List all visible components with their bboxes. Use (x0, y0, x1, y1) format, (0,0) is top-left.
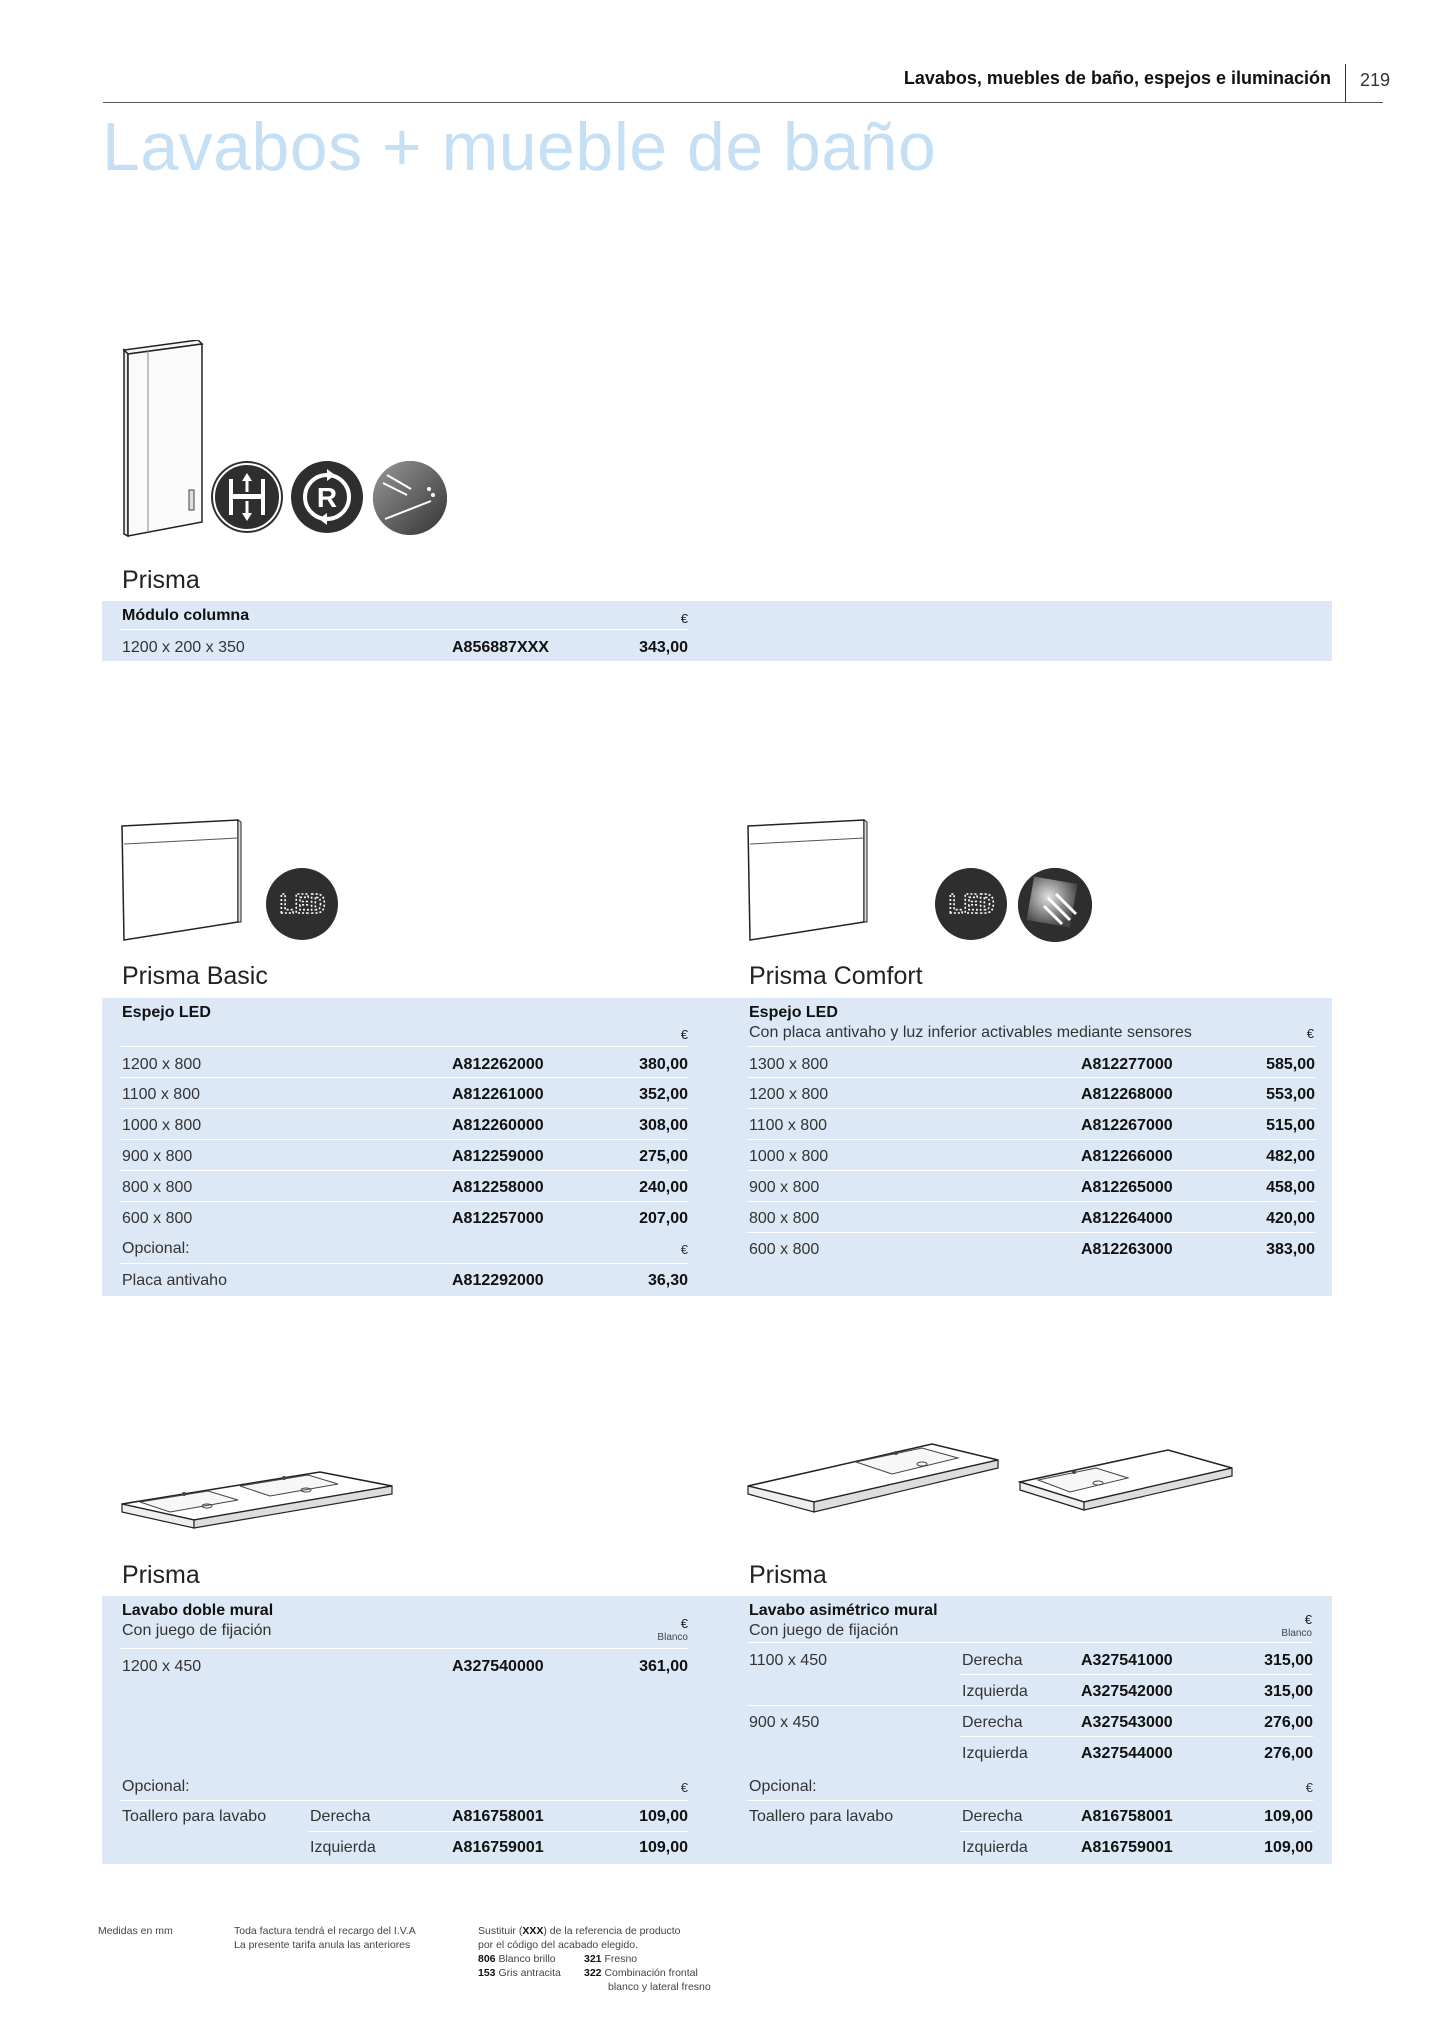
table-row (122, 1804, 688, 1830)
ref-cell: A816759001 (1081, 1839, 1173, 1856)
accessory-cell: Toallero para lavabo (122, 1808, 267, 1825)
page-title: Lavabos + mueble de baño (102, 109, 937, 185)
table-row (749, 1082, 1315, 1108)
table-row (749, 1710, 1313, 1736)
soft-close-icon (373, 461, 447, 535)
table-row (122, 1654, 688, 1680)
asym-product-name: Prisma (749, 1561, 827, 1589)
footer-measures: Medidas en mm (98, 1925, 173, 1937)
row-divider (960, 1674, 1313, 1675)
row-divider (120, 1108, 688, 1109)
ref-cell: A812259000 (452, 1148, 544, 1165)
ref-cell: A816758001 (452, 1808, 544, 1825)
optional-header-row (122, 1236, 688, 1262)
table-row (749, 1052, 1315, 1078)
size-cell: 1100 x 450 (749, 1652, 827, 1669)
row-divider (747, 1800, 1313, 1801)
price-cell: 458,00 (1266, 1179, 1315, 1196)
page-number: 219 (1360, 70, 1391, 90)
row-divider (120, 629, 688, 630)
height-adjust-icon (211, 461, 283, 533)
price-cell: 240,00 (639, 1179, 688, 1196)
ref-cell: A812267000 (1081, 1117, 1173, 1134)
price-cell: 482,00 (1266, 1148, 1315, 1165)
row-divider (747, 1170, 1315, 1171)
table-row (122, 1835, 688, 1861)
column-table-title: Módulo columna (122, 607, 250, 624)
price-cell: 553,00 (1266, 1086, 1315, 1103)
size-cell: 1300 x 800 (749, 1056, 829, 1073)
price-cell: 343,00 (639, 639, 688, 656)
ref-cell: A327543000 (1081, 1714, 1173, 1731)
asym-finish: Blanco (1281, 1628, 1312, 1639)
table-row (122, 1175, 688, 1201)
ref-cell: A856887XXX (452, 639, 549, 656)
row-divider (120, 1139, 688, 1140)
ref-cell: A816758001 (1081, 1808, 1173, 1825)
column-cabinet-illustration (118, 340, 208, 540)
ref-cell: A816759001 (452, 1839, 544, 1856)
footer-iva-line2: La presente tarifa anula las anteriores (234, 1939, 411, 1951)
table-row (122, 1268, 688, 1294)
table-row (122, 1082, 688, 1108)
size-cell: 1100 x 800 (749, 1117, 827, 1134)
table-row (122, 1052, 688, 1078)
row-divider (960, 1736, 1313, 1737)
price-cell: 109,00 (639, 1808, 688, 1825)
mirror-comfort-illustration (746, 818, 871, 943)
washbasin-price-table (102, 1596, 1332, 1864)
led-icon-label: LED (947, 890, 995, 920)
size-cell: 1000 x 800 (122, 1117, 202, 1134)
table-row (122, 1144, 688, 1170)
double-table-subtitle: Con juego de fijación (122, 1622, 272, 1639)
table-row (749, 1648, 1313, 1674)
asym-currency: € (1304, 1612, 1312, 1627)
price-cell: 515,00 (1266, 1117, 1315, 1134)
double-currency: € (680, 1616, 688, 1631)
ref-cell: A812264000 (1081, 1210, 1173, 1227)
size-cell: 900 x 800 (122, 1148, 193, 1165)
mirror-basic-illustration (120, 818, 245, 943)
price-cell: 380,00 (639, 1056, 688, 1073)
side-cell: Izquierda (962, 1839, 1028, 1856)
ref-cell: A812262000 (452, 1056, 544, 1073)
table-row (749, 1113, 1315, 1139)
table-row (749, 1144, 1315, 1170)
size-cell: 1200 x 450 (122, 1658, 202, 1675)
header-rule (103, 102, 1383, 103)
row-divider (120, 1170, 688, 1171)
header-title: Lavabos, muebles de baño, espejos e iluminación (903, 68, 1331, 88)
size-cell: 900 x 450 (749, 1714, 820, 1731)
ref-cell: A812265000 (1081, 1179, 1173, 1196)
size-cell: 1200 x 200 x 350 (122, 639, 245, 656)
price-cell: 109,00 (639, 1839, 688, 1856)
led-icon (935, 868, 1007, 940)
footer-finish-row1: 806 Blanco brillo 321 Fresno (478, 1953, 638, 1965)
footer-subst-line1: Sustituir (XXX) de la referencia de producto (478, 1925, 681, 1937)
column-price-table (102, 601, 1332, 661)
price-cell: 308,00 (639, 1117, 688, 1134)
row-divider (747, 1046, 1315, 1047)
price-cell: 276,00 (1264, 1745, 1313, 1762)
basic-product-name: Prisma Basic (122, 962, 268, 990)
optional-label: Opcional: (122, 1240, 190, 1257)
ref-cell: A812266000 (1081, 1148, 1173, 1165)
table-row (122, 1206, 688, 1232)
accessory-cell: Toallero para lavabo (749, 1808, 894, 1825)
price-cell: 361,00 (639, 1658, 688, 1675)
optional-header-row (749, 1774, 1313, 1800)
asym-table-title: Lavabo asimétrico mural (749, 1602, 938, 1619)
double-product-name: Prisma (122, 1561, 200, 1589)
size-cell: 600 x 800 (749, 1241, 820, 1258)
row-divider (747, 1232, 1315, 1233)
size-cell: 800 x 800 (122, 1179, 193, 1196)
side-cell: Izquierda (962, 1683, 1028, 1700)
row-divider (120, 1201, 688, 1202)
side-cell: Derecha (310, 1808, 371, 1825)
price-cell: 315,00 (1264, 1652, 1313, 1669)
table-row (749, 1679, 1313, 1705)
price-cell: 383,00 (1266, 1241, 1315, 1258)
row-divider (747, 1077, 1315, 1078)
row-divider (747, 1642, 1313, 1643)
price-cell: 315,00 (1264, 1683, 1313, 1700)
side-cell: Izquierda (962, 1745, 1028, 1762)
optional-currency: € (1305, 1779, 1313, 1795)
price-cell: 109,00 (1264, 1808, 1313, 1825)
size-cell: 600 x 800 (122, 1210, 193, 1227)
side-cell: Izquierda (310, 1839, 376, 1856)
row-divider (747, 1705, 1313, 1706)
optional-currency: € (680, 1241, 688, 1257)
price-cell: 207,00 (639, 1210, 688, 1227)
accessory-cell: Placa antivaho (122, 1272, 227, 1289)
footer-finish-row2: 153 Gris antracita 322 Combinación frontal (478, 1967, 698, 1979)
side-cell: Derecha (962, 1652, 1023, 1669)
comfort-currency: € (1306, 1026, 1314, 1041)
column-product-name: Prisma (122, 566, 200, 594)
column-currency: € (680, 611, 688, 626)
ref-cell: A327541000 (1081, 1652, 1173, 1669)
ref-cell: A327544000 (1081, 1745, 1173, 1762)
basic-table-title: Espejo LED (122, 1004, 211, 1021)
mirror-price-table (102, 998, 1332, 1296)
header-separator (1345, 64, 1346, 102)
price-cell: 36,30 (647, 1272, 688, 1289)
price-cell: 420,00 (1266, 1210, 1315, 1227)
ref-cell: A812292000 (452, 1272, 544, 1289)
table-row (749, 1175, 1315, 1201)
optional-label: Opcional: (122, 1778, 190, 1795)
size-cell: 800 x 800 (749, 1210, 820, 1227)
asym-table-subtitle: Con juego de fijación (749, 1622, 899, 1639)
optional-header-row (122, 1774, 688, 1800)
row-divider (120, 1800, 688, 1801)
table-row (122, 635, 688, 661)
comfort-product-name: Prisma Comfort (749, 962, 923, 990)
side-cell: Derecha (962, 1808, 1023, 1825)
side-cell: Derecha (962, 1714, 1023, 1731)
price-cell: 585,00 (1266, 1056, 1315, 1073)
footer-iva (234, 1924, 416, 1952)
ref-cell: A812277000 (1081, 1056, 1173, 1073)
ref-cell: A812268000 (1081, 1086, 1173, 1103)
footer-finish-row3: blanco y lateral fresno (608, 1981, 711, 1993)
asymmetric-washbasin-right-illustration (746, 1436, 1006, 1522)
row-divider (308, 1831, 688, 1832)
footer-subst-line2: por el código del acabado elegido. (478, 1939, 638, 1951)
ref-cell: A327542000 (1081, 1683, 1173, 1700)
size-cell: 1200 x 800 (122, 1056, 202, 1073)
led-icon (266, 868, 338, 940)
size-cell: 900 x 800 (749, 1179, 820, 1196)
footer-iva-line1: Toda factura tendrá el recargo del I.V.A (234, 1925, 416, 1937)
price-cell: 276,00 (1264, 1714, 1313, 1731)
double-table-title: Lavabo doble mural (122, 1602, 274, 1619)
size-cell: 1200 x 800 (749, 1086, 829, 1103)
comfort-table-subtitle: Con placa antivaho y luz inferior activables mediante sensores (749, 1024, 1192, 1041)
ref-cell: A812261000 (452, 1086, 544, 1103)
optional-currency: € (680, 1779, 688, 1795)
row-divider (747, 1108, 1315, 1109)
row-divider (120, 1263, 688, 1264)
svg-text:R: R (316, 482, 338, 513)
footer-substitution (478, 1924, 711, 1994)
table-row (122, 1113, 688, 1139)
table-row (749, 1835, 1313, 1861)
price-cell: 352,00 (639, 1086, 688, 1103)
row-divider (747, 1139, 1315, 1140)
table-row (749, 1741, 1313, 1767)
table-row (749, 1804, 1313, 1830)
size-cell: 1100 x 800 (122, 1086, 200, 1103)
ref-cell: A327540000 (452, 1658, 544, 1675)
price-cell: 275,00 (639, 1148, 688, 1165)
price-cell: 109,00 (1264, 1839, 1313, 1856)
double-washbasin-illustration (120, 1458, 400, 1538)
table-row (749, 1206, 1315, 1232)
ref-cell: A812260000 (452, 1117, 544, 1134)
asymmetric-washbasin-left-illustration (1018, 1446, 1238, 1526)
table-row (749, 1237, 1315, 1263)
sensor-light-icon (1018, 868, 1092, 942)
basic-currency: € (680, 1027, 688, 1042)
row-divider (747, 1201, 1315, 1202)
row-divider (960, 1831, 1313, 1832)
reversible-icon (291, 461, 363, 533)
double-finish: Blanco (657, 1632, 688, 1643)
ref-cell: A812257000 (452, 1210, 544, 1227)
comfort-table-title: Espejo LED (749, 1004, 838, 1021)
size-cell: 1000 x 800 (749, 1148, 829, 1165)
optional-label: Opcional: (749, 1778, 817, 1795)
ref-cell: A812258000 (452, 1179, 544, 1196)
row-divider (120, 1077, 688, 1078)
row-divider (120, 1046, 688, 1047)
ref-cell: A812263000 (1081, 1241, 1173, 1258)
led-icon-label: LED (278, 890, 326, 920)
row-divider (120, 1648, 688, 1649)
